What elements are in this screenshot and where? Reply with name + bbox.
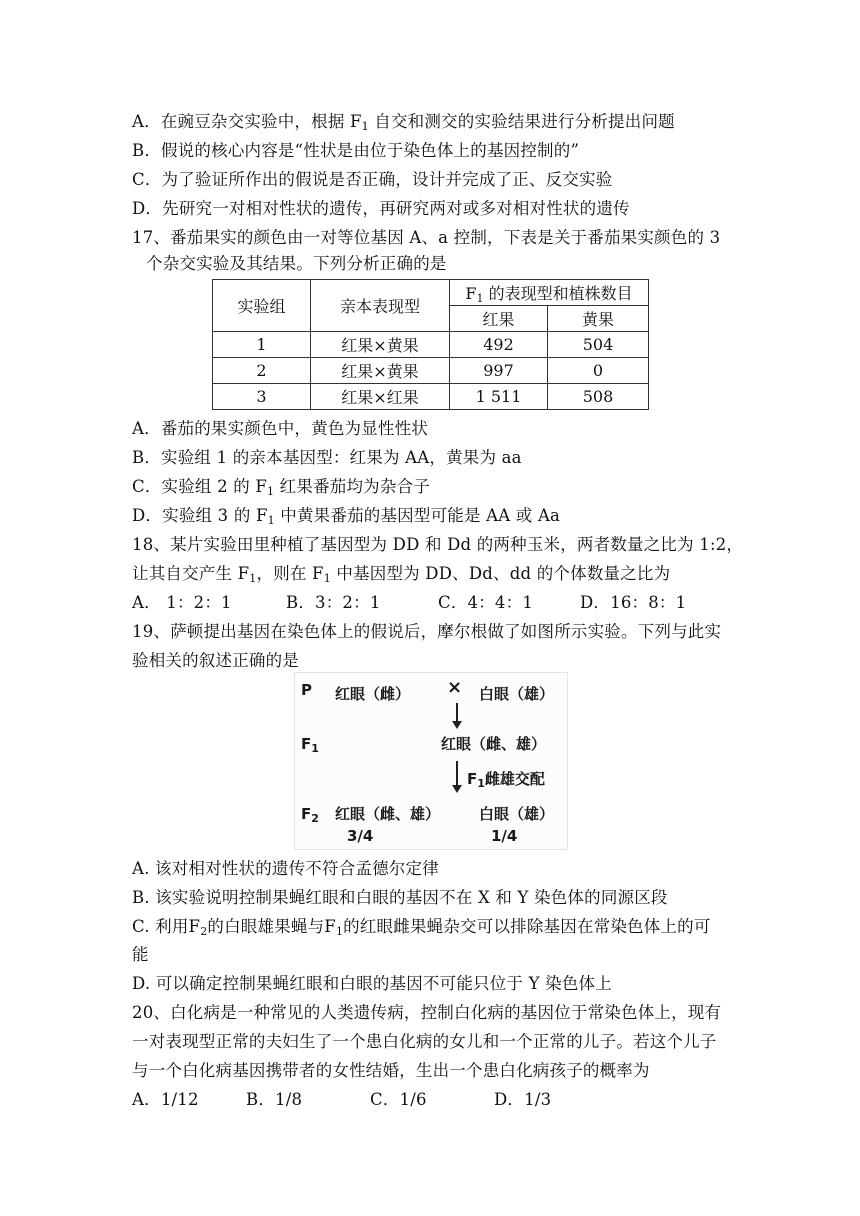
q16-option-d: D．先研究一对相对性状的遗传，再研究两对或多对相对性状的遗传 (132, 199, 630, 218)
q18-option-a: A． 1：2：1 (132, 593, 232, 612)
q17-option-d: D．实验组 3 的 $F_1$ 中黄果番茄的基因型可能是 AA 或 Aa (132, 506, 561, 527)
table-cell: 红果×黄果 (311, 358, 450, 384)
p-red-eye-female: 红眼（雌） (335, 685, 411, 703)
cross-symbol: × (447, 677, 463, 698)
q20-option-d: D．1/3 (494, 1090, 552, 1109)
table-row (213, 332, 649, 358)
q20-stem: 20、白化病是一种常见的人类遗传病，控制白化病的基因位于常染色体上，现有 (132, 1003, 722, 1022)
q19-option-a: A. 该对相对性状的遗传不符合孟德尔定律 (132, 859, 439, 878)
table-cell: 504 (548, 332, 649, 358)
table-row (213, 358, 649, 384)
q16-option-a: A．在豌豆杂交实验中，根据 $F_1$ 自交和测交的实验结果进行分析提出问题 (132, 112, 675, 133)
q20-stem-cont: 一对表现型正常的夫妇生了一个患白化病的女儿和一个正常的儿子。若这个儿子 (132, 1032, 717, 1051)
table-cell: 0 (548, 358, 649, 384)
f2-white-eye: 白眼（雄） (479, 805, 555, 823)
q17-stem-cont: 个杂交实验及其结果。下列分析正确的是 (146, 254, 447, 273)
table-header-red: 红果 (450, 306, 548, 332)
p-white-eye-male: 白眼（雄） (479, 685, 555, 703)
q19-option-c: C. 利用$F_2$的白眼雄果蝇与$F_1$的红眼雌果蝇杂交可以排除基因在常染色体上的可 (132, 917, 711, 938)
f2-label: $F_2$ (301, 805, 319, 825)
table-cell: 红果×黄果 (311, 332, 450, 358)
f2-white-ratio: 1/4 (491, 827, 518, 845)
q18-option-d: D．16：8：1 (580, 593, 687, 612)
q19-stem: 19、萨顿提出基因在染色体上的假说后，摩尔根做了如图所示实验。下列与此实 (132, 622, 722, 641)
q18-stem-cont: 让其自交产生 $F_1$，则在 $F_1$ 中基因型为 DD、Dd、dd 的个体数量之比为 (132, 564, 671, 585)
q20-option-c: C．1/6 (370, 1090, 427, 1109)
q16-option-b: B．假说的核心内容是“性状是由位于染色体上的基因控制的” (132, 141, 580, 160)
table-cell: 1 (213, 332, 311, 358)
table-header-parent: 亲本表现型 (311, 280, 450, 332)
q17-option-a: A．番茄的果实颜色中，黄色为显性性状 (132, 419, 429, 438)
table-row (213, 384, 649, 410)
f1-mating-label: $F_1$雌雄交配 (467, 770, 545, 790)
q20-option-a: A．1/12 (132, 1090, 199, 1109)
table-cell: 3 (213, 384, 311, 410)
q19-stem-cont: 验相关的叙述正确的是 (132, 651, 299, 670)
cross-diagram (294, 672, 568, 850)
q20-option-b: B．1/8 (246, 1090, 303, 1109)
q19-option-d: D. 可以确定控制果蝇红眼和白眼的基因不可能只位于 Y 染色体上 (132, 974, 612, 993)
f1-label: $F_1$ (301, 735, 319, 755)
f1-red-eye: 红眼（雌、雄） (441, 735, 547, 753)
table-header-yellow: 黄果 (548, 306, 649, 332)
table-header-f1: $F_1$ 的表现型和植株数目 (450, 280, 649, 306)
f2-red-ratio: 3/4 (347, 827, 374, 845)
q17-option-b: B．实验组 1 的亲本基因型：红果为 AA，黄果为 aa (132, 448, 522, 467)
q17-stem: 17、番茄果实的颜色由一对等位基因 A、a 控制，下表是关于番茄果实颜色的 3 (132, 228, 721, 247)
table-cell: 1 511 (450, 384, 548, 410)
q18-option-b: B．3：2：1 (286, 593, 381, 612)
table-cell: 492 (450, 332, 548, 358)
experiment-table (212, 279, 649, 410)
p-label: P (301, 681, 312, 699)
q17-option-c: C．实验组 2 的 $F_1$ 红果番茄均为杂合子 (132, 477, 430, 498)
q18-stem: 18、某片实验田里种植了基因型为 DD 和 Dd 的两种玉米，两者数量之比为 1:2， (132, 535, 744, 554)
table-cell: 997 (450, 358, 548, 384)
down-arrow-icon (456, 761, 458, 787)
table-cell: 红果×红果 (311, 384, 450, 410)
q20-stem-cont2: 与一个白化病基因携带者的女性结婚，生出一个患白化病孩子的概率为 (132, 1061, 650, 1080)
q19-option-c-cont: 能 (132, 945, 149, 964)
down-arrow-icon (456, 703, 458, 723)
table-cell: 2 (213, 358, 311, 384)
q18-option-c: C．4：4：1 (438, 593, 534, 612)
q19-option-b: B. 该实验说明控制果蝇红眼和白眼的基因不在 X 和 Y 染色体的同源区段 (132, 888, 668, 907)
q16-option-c: C．为了验证所作出的假说是否正确，设计并完成了正、反交实验 (132, 170, 613, 189)
table-header-group: 实验组 (213, 280, 311, 332)
f2-red-eye: 红眼（雌、雄） (335, 805, 441, 823)
table-cell: 508 (548, 384, 649, 410)
